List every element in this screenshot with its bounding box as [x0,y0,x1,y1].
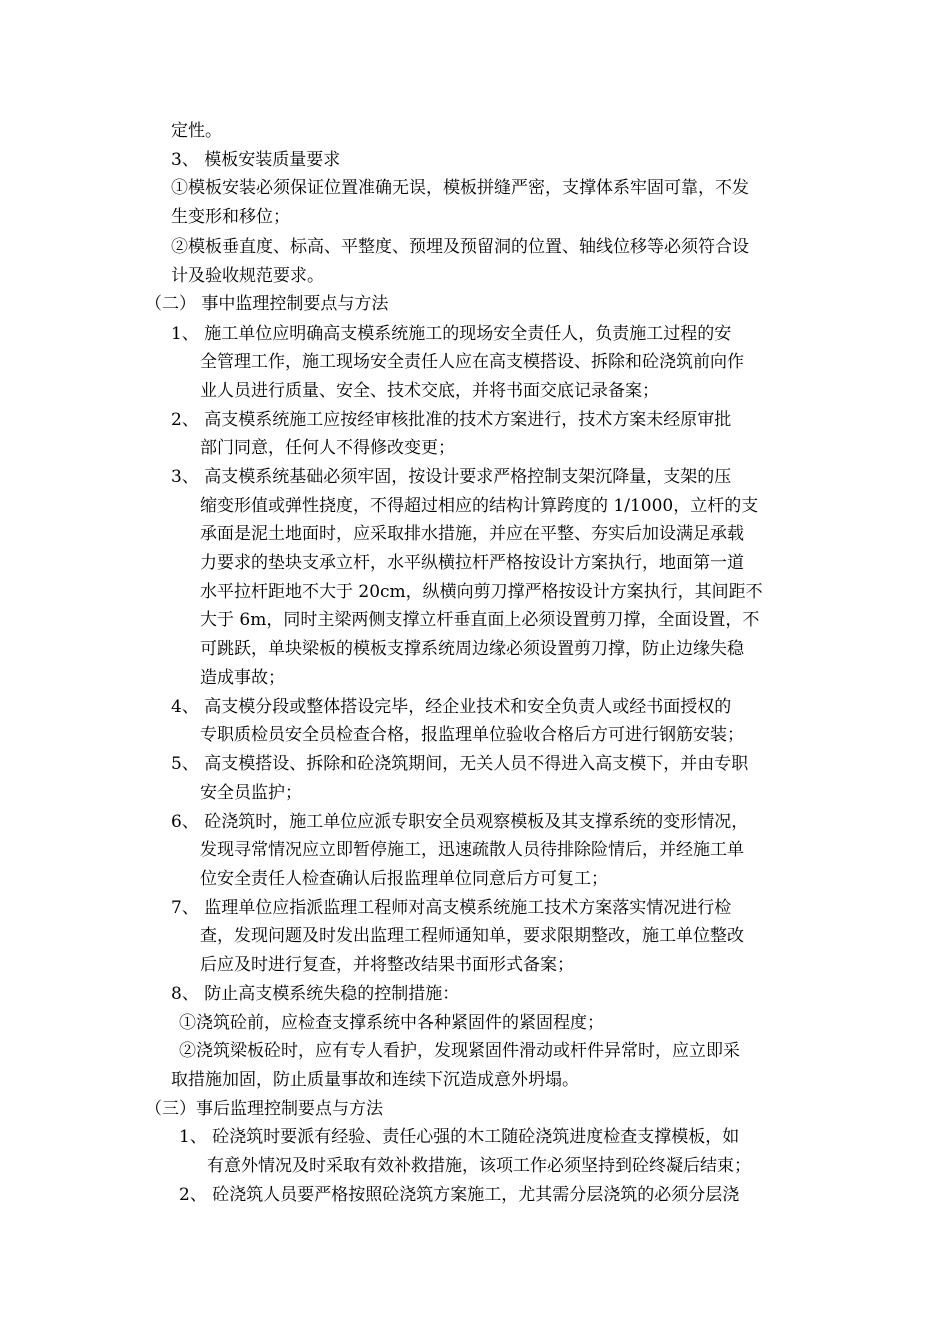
section-heading: 3、 模板安装质量要求 [171,150,341,170]
text-line: 专职质检员安全员检查合格，报监理单位验收合格后方可进行钢筋安装； [200,725,744,745]
text-line: 大于 6m，同时主梁两侧支撑立杆垂直面上必须设置剪刀撑，全面设置，不 [200,610,760,630]
list-item: 3、 高支模系统基础必须牢固，按设计要求严格控制支架沉降量，支架的压 [171,467,732,487]
text-line: ②浇筑梁板砼时，应有专人看护，发现紧固件滑动或杆件异常时，应立即采 [179,1041,740,1061]
list-item: 4、 高支模分段或整体搭设完毕，经企业技术和安全负责人或经书面授权的 [171,697,732,717]
text-line: ②模板垂直度、标高、平整度、预埋及预留洞的位置、轴线位移等必须符合设 [171,237,749,257]
text-line: 可跳跃，单块梁板的模板支撑系统周边缘必须设置剪刀撑，防止边缘失稳 [200,639,744,659]
list-item: 2、 高支模系统施工应按经审核批准的技术方案进行，技术方案未经原审批 [171,410,732,430]
list-item: 6、 砼浇筑时，施工单位应派专职安全员观察模板及其支撑系统的变形情况， [171,812,749,832]
text-line: 查，发现问题及时发出监理工程师通知单，要求限期整改，施工单位整改 [200,926,744,946]
text-line: 造成事故； [200,668,285,688]
text-line: 全管理工作，施工现场安全责任人应在高支模搭设、拆除和砼浇筑前向作 [200,352,744,372]
text-line: 计及验收规范要求。 [171,266,324,286]
text-line: 安全员监护； [200,783,302,803]
text-line: 发现寻常情况应立即暂停施工，迅速疏散人员待排除险情后，并经施工单 [200,840,744,860]
text-line: ①浇筑砼前，应检查支撑系统中各种紧固件的紧固程度； [179,1013,604,1033]
text-line: 取措施加固，防止质量事故和连续下沉造成意外坍塌。 [171,1070,579,1090]
text-line: 位安全责任人检查确认后报监理单位同意后方可复工； [200,869,608,889]
text-line: 力要求的垫块支承立杆，水平纵横拉杆严格按设计方案执行，地面第一道 [200,553,744,573]
text-line: 定性。 [171,121,222,141]
list-item: 7、 监理单位应指派监理工程师对高支模系统施工技术方案落实情况进行检 [171,898,732,918]
list-item: 8、 防止高支模系统失稳的控制措施： [171,984,460,1004]
list-item: 1、 砼浇筑时要派有经验、责任心强的木工随砼浇筑进度检查支撑模板，如 [179,1127,740,1147]
text-line: 业人员进行质量、安全、技术交底，并将书面交底记录备案； [200,381,659,401]
text-line: 水平拉杆距地不大于 20cm，纵横向剪刀撑严格按设计方案执行，其间距不 [200,582,763,602]
text-line: 有意外情况及时采取有效补救措施，该项工作必须坚持到砼终凝后结束； [207,1156,751,1176]
list-item: 1、 施工单位应明确高支模系统施工的现场安全责任人，负责施工过程的安 [171,324,732,344]
text-line: 缩变形值或弹性挠度，不得超过相应的结构计算跨度的 1/1000，立杆的支 [200,496,759,516]
text-line: ①模板安装必须保证位置准确无误，模板拼缝严密，支撑体系牢固可靠，不发 [171,178,749,198]
list-item: 5、 高支模搭设、拆除和砼浇筑期间，无关人员不得进入高支模下，并由专职 [171,754,749,774]
text-line: 后应及时进行复查，并将整改结果书面形式备案； [200,955,574,975]
section-heading: （二） 事中监理控制要点与方法 [145,294,389,314]
text-line: 生变形和移位； [171,207,290,227]
text-line: 承面是泥土地面时，应采取排水措施，并应在平整、夯实后加设满足承载 [200,524,744,544]
section-heading: （三）事后监理控制要点与方法 [145,1099,383,1119]
text-line: 部门同意，任何人不得修改变更； [200,438,455,458]
list-item: 2、 砼浇筑人员要严格按照砼浇筑方案施工，尤其需分层浇筑的必须分层浇 [179,1185,740,1205]
